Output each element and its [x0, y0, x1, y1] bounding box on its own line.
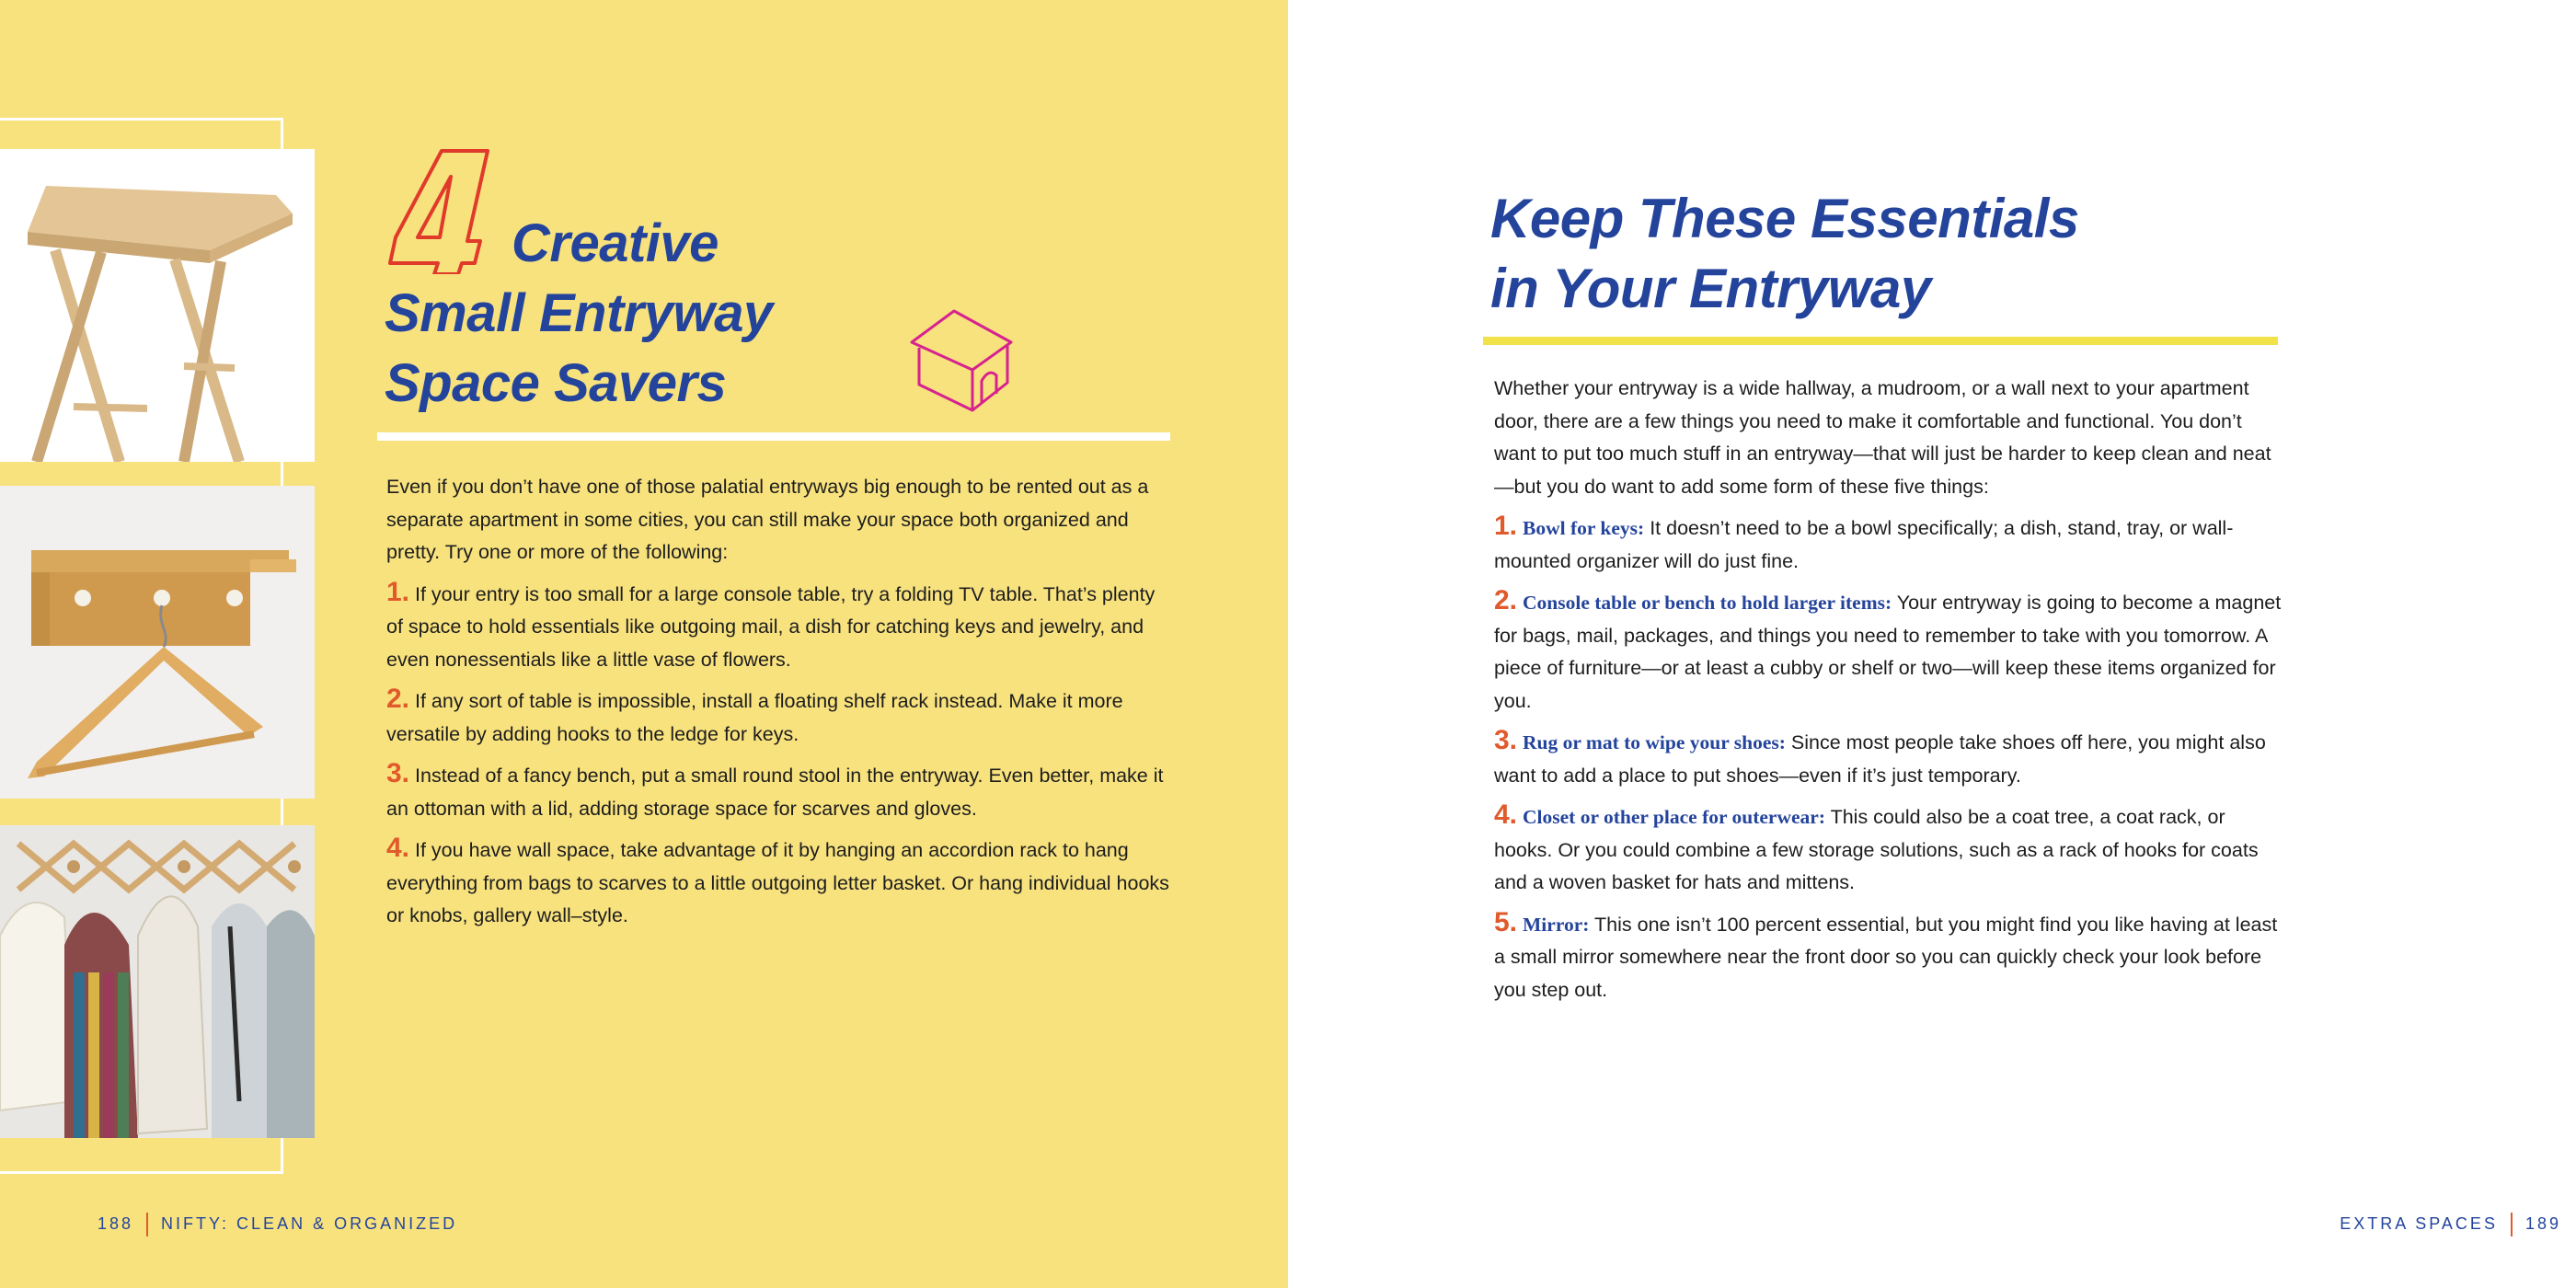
book-title: NIFTY: CLEAN & ORGANIZED	[161, 1213, 458, 1233]
right-item	[1494, 906, 2282, 1007]
footer-separator	[2511, 1213, 2513, 1236]
item-text: If any sort of table is impossible, install a floating shelf rack instead. Make it more versatile by adding hooks to the ledge for keys.	[386, 690, 1123, 745]
item-number: 3.	[386, 758, 410, 788]
item-term: Closet or other place for outerwear:	[1523, 806, 1825, 828]
house-outline-icon	[906, 307, 1017, 414]
left-page-number: 188	[98, 1213, 134, 1233]
item-number: 2.	[1494, 585, 1518, 615]
item-text: Your entryway is going to become a magnet for bags, mail, packages, and things you need to remember to take with you tomorrow. A piece of furniture—or at least a cubby or shelf or two—will keep these items organized for you.	[1494, 592, 2282, 712]
item-text: Instead of a fancy bench, put a small round stool in the entryway. Even better, make it an ottoman with a lid, adding storage space for scarves and gloves.	[386, 765, 1164, 820]
right-item	[1494, 512, 2282, 578]
accordion-rack-bags-photo	[0, 825, 315, 1138]
item-number: 2.	[386, 684, 410, 714]
right-body	[1494, 373, 2282, 1016]
left-intro: Even if you don’t have one of those palatial entryways big enough to be rented out as a separate apartment in some cities, you can still make your space both organized and pretty. Try one or more of the following:	[386, 476, 1149, 563]
right-intro: Whether your entryway is a wide hallway, a mudroom, or a wall next to your apartment door, there are a few things you need to make it comfortable and functional. You don’t want to put too much stuff in an entryway—that will just be harder to keep clean and neat—but you do want to add some form of these five things:	[1494, 377, 2271, 498]
item-term: Bowl for keys:	[1523, 517, 1645, 539]
left-title-line-1: Creative	[512, 213, 719, 273]
right-page	[1288, 0, 2576, 1288]
section-title: EXTRA SPACES	[2340, 1213, 2498, 1233]
item-term: Rug or mat to wipe your shoes:	[1523, 731, 1786, 753]
left-title-line-2: Small Entryway	[385, 283, 773, 343]
title-divider	[377, 432, 1170, 441]
right-title-line-1: Keep These Essentials	[1490, 188, 2079, 249]
left-title-line-3: Space Savers	[385, 353, 727, 413]
title-divider	[1483, 337, 2278, 345]
item-number: 1.	[386, 576, 410, 607]
right-item	[1494, 801, 2282, 900]
shelf-rack-hanger-photo	[0, 486, 315, 799]
item-text: This one isn’t 100 percent essential, but you might find you like having at least a small mirror somewhere near the front door so you can quickly check your look before you step out.	[1494, 913, 2278, 1001]
item-text: If your entry is too small for a large console table, try a folding TV table. That’s plenty of space to hold essentials like outgoing mail, a dish for catching keys and jewelry, and even nonessentials like a little vase of flowers.	[386, 582, 1156, 671]
right-footer	[2340, 1213, 2561, 1236]
item-term: Console table or bench to hold larger items:	[1523, 592, 1892, 614]
left-item	[386, 760, 1173, 825]
left-body	[386, 471, 1173, 942]
item-number: 4.	[1494, 799, 1518, 830]
footer-separator	[146, 1213, 148, 1236]
right-item	[1494, 727, 2282, 792]
folding-tv-table-photo	[0, 149, 315, 462]
right-page-number: 189	[2524, 1213, 2561, 1233]
number-four-outline-icon	[385, 145, 493, 274]
item-number: 3.	[1494, 725, 1518, 755]
item-text: If you have wall space, take advantage of it by hanging an accordion rack to hang everything from bags to scarves to a little outgoing letter basket. Or hang individual hooks or knobs, gallery wall–style.	[386, 839, 1169, 926]
item-text: This could also be a coat tree, a coat rack, or hooks. Or you could combine a few storage solutions, such as a rack of hooks for coats and a woven basket for hats and mittens.	[1494, 806, 2259, 893]
left-item	[386, 576, 1173, 677]
item-number: 1.	[1494, 511, 1518, 541]
left-item	[386, 834, 1173, 933]
right-title-line-2: in Your Entryway	[1490, 258, 1931, 319]
right-item	[1494, 587, 2282, 718]
item-term: Mirror:	[1523, 913, 1590, 936]
item-text: Since most people take shoes off here, you might also want to add a place to put shoes—even if it’s just temporary.	[1494, 731, 2266, 787]
item-number: 5.	[1494, 906, 1518, 937]
left-item	[386, 685, 1173, 751]
item-text: It doesn’t need to be a bowl specifically; a dish, stand, tray, or wall-mounted organizer will do just fine.	[1494, 517, 2234, 572]
left-footer	[98, 1213, 457, 1236]
item-number: 4.	[386, 833, 410, 863]
